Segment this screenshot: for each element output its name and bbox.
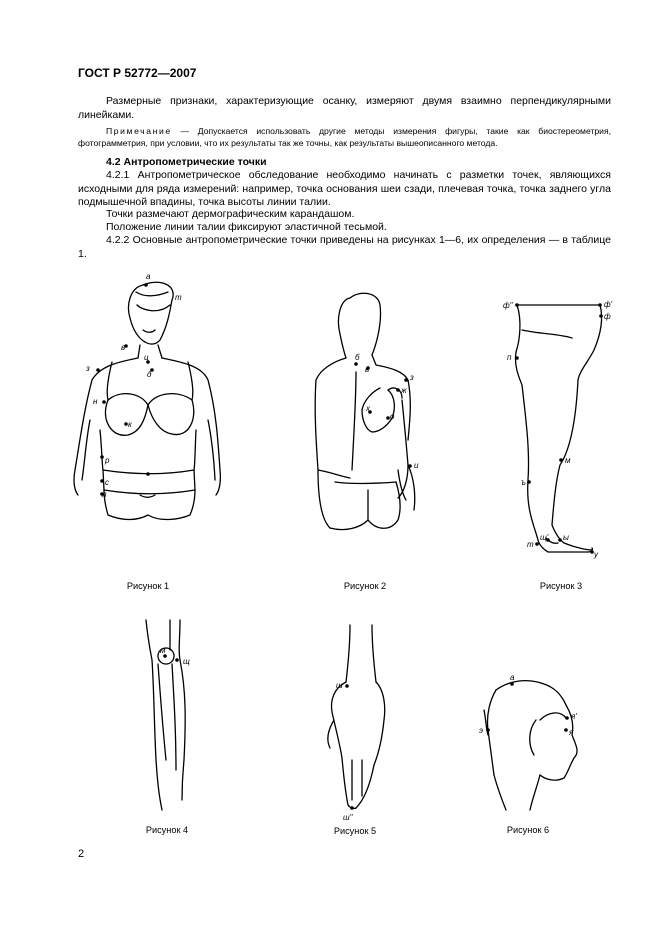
fig1-point-d: д	[147, 370, 152, 379]
fig1-point-z: з	[86, 364, 90, 373]
figure-3-drawing	[503, 300, 613, 559]
fig2-point-z: з	[410, 373, 414, 382]
fig3-point-u: у	[594, 550, 598, 559]
paragraph-4-2-2: 4.2.2 Основные антропометрические точки приведены на рисунках 1—6, их определения — в таблице 1.	[78, 234, 611, 260]
fig3-point-f: ф	[604, 312, 611, 321]
page-number: 2	[78, 848, 85, 860]
figure-6-drawing	[479, 673, 577, 810]
fig1-point-t: т	[175, 293, 182, 302]
fig1-point-s: с	[105, 478, 109, 487]
note-label: Примечание	[106, 126, 172, 136]
fig3-point-t: т	[527, 540, 534, 549]
fig1-point-k: к	[128, 420, 132, 429]
paragraph-marking: Точки размечают дермографическим карандашом.	[106, 208, 355, 220]
figure-5-caption: Рисунок 5	[333, 826, 377, 836]
note-text: — Допускается использовать другие методы измерения фигуры, такие как биостереометрия, фотограмметрия, при условии, что их результаты так же точны, как результаты вышеописанного метода.	[78, 126, 611, 148]
fig2-point-kh: х	[366, 404, 370, 413]
fig3-point-y: ы	[563, 533, 569, 542]
paragraph-posture: Размерные признаки, характеризующие осанку, измеряют двумя взаимно перпендикулярными линейками.	[78, 95, 611, 121]
fig1-point-v: в	[121, 343, 126, 352]
fig3-point-p: п	[507, 353, 512, 362]
paragraph-waist: Положение линии талии фиксируют эластичной тесьмой.	[106, 221, 387, 233]
figure-1-drawing	[74, 272, 220, 520]
fig1-point-ts: ц	[144, 353, 149, 362]
fig3-point-shch: щ'	[540, 533, 549, 542]
fig1-point-l: л	[102, 490, 107, 499]
fig2-point-b: б	[355, 353, 360, 362]
fig2-point-o: о	[390, 412, 395, 421]
fig3-point-hard: ъ	[521, 478, 526, 487]
section-heading: 4.2 Антропометрические точки	[106, 156, 267, 168]
fig3-point-f1: ф'	[604, 300, 613, 309]
figure-4-caption: Рисунок 4	[145, 825, 189, 835]
fig1-point-a: а	[146, 272, 151, 281]
figure-6-caption: Рисунок 6	[506, 825, 550, 835]
figure-2-drawing	[315, 293, 419, 529]
fig6-point-ya1: я'	[571, 712, 577, 721]
fig2-point-zh: ж	[401, 386, 407, 395]
fig1-point-n: н	[93, 397, 98, 406]
fig1-point-r: р	[105, 456, 110, 465]
fig4-point-m: м	[160, 646, 166, 655]
fig6-point-e: э	[479, 726, 483, 735]
fig6-point-ya: я	[569, 728, 574, 737]
figure-3-caption: Рисунок 3	[539, 581, 583, 591]
paragraph-4-2-1: 4.2.1 Антропометрическое обследование необходимо начинать с разметки точек, являющихся исходными для ряда измерений: например, точка основания шеи сзади, плечевая точка, точка заднего угла подмышечной впадины, точка высоты линии талии.	[78, 169, 611, 208]
fig5-point-sh2: ш"	[343, 813, 353, 822]
figure-2-caption: Рисунок 2	[343, 581, 387, 591]
fig2-point-v: в	[365, 365, 370, 374]
fig2-point-i: и	[414, 461, 419, 470]
fig3-point-m: м	[565, 456, 571, 465]
figure-5-drawing	[328, 625, 385, 822]
fig4-point-shch: щ	[183, 657, 190, 666]
document-header: ГОСТ Р 52772—2007	[78, 66, 197, 80]
figure-4-drawing	[146, 620, 190, 810]
fig3-point-f2: ф"	[503, 301, 513, 310]
fig5-point-sh: ш	[336, 681, 343, 690]
fig6-point-a: а	[510, 673, 515, 682]
figure-1-caption: Рисунок 1	[126, 581, 170, 591]
